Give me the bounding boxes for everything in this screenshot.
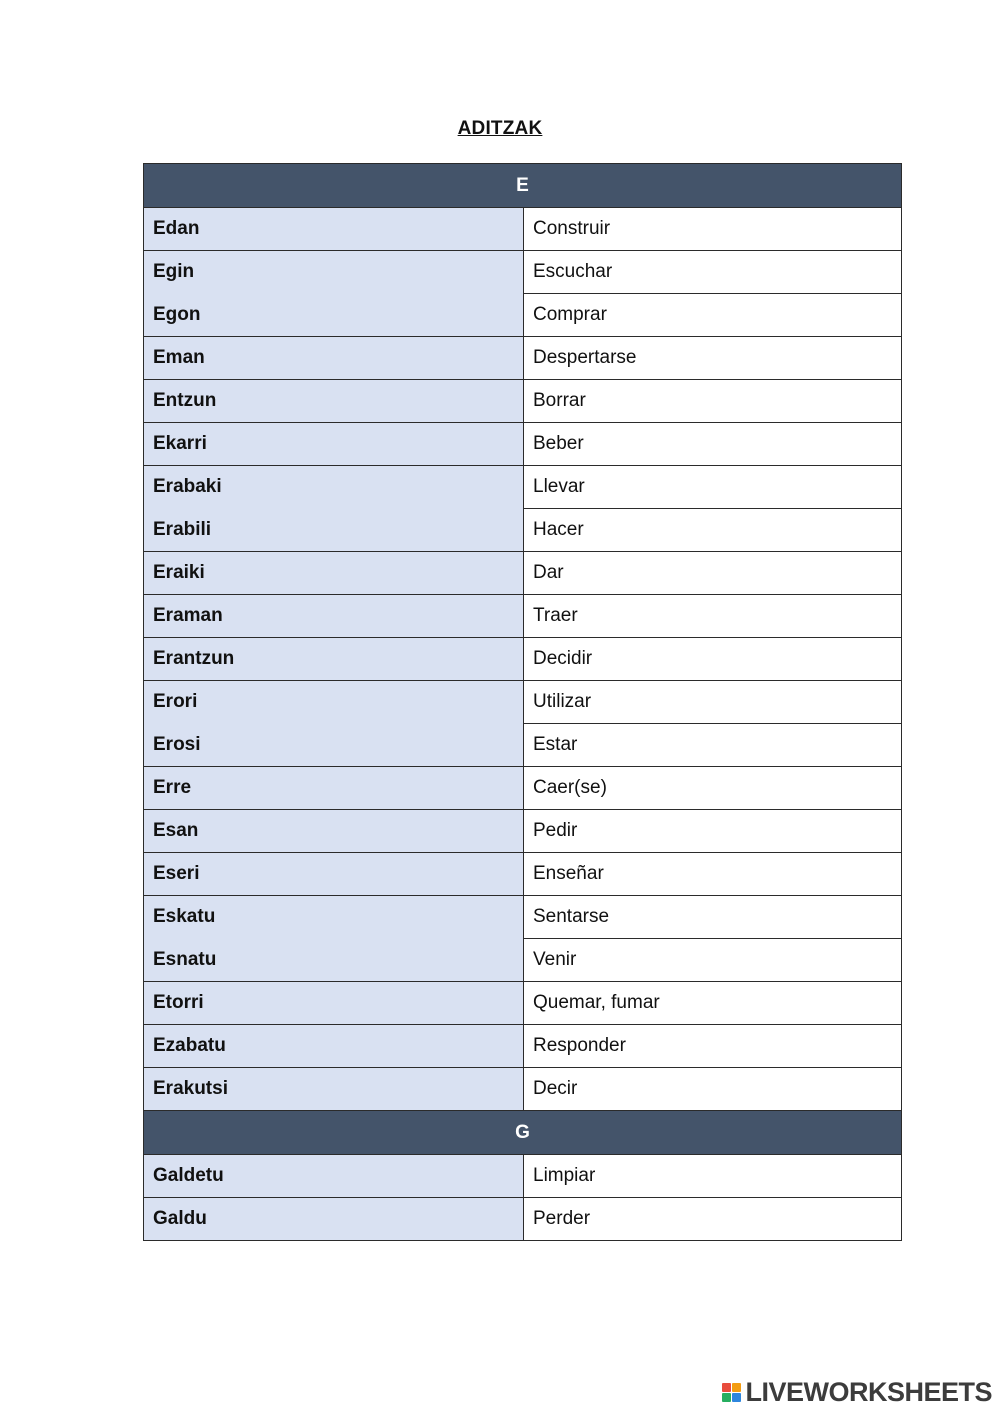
basque-verb-cell: Erre [144,767,524,810]
spanish-translation-cell: Enseñar [524,853,902,896]
table-row [144,423,902,466]
spanish-translation-cell: Traer [524,595,902,638]
basque-verb-cell: Eskatu [144,896,524,939]
basque-verb-cell: Erosi [144,724,524,767]
basque-verb-cell: Eraiki [144,552,524,595]
spanish-translation-cell: Hacer [524,509,902,552]
table-row [144,853,902,896]
basque-verb-cell: Erori [144,681,524,724]
spanish-translation-cell: Caer(se) [524,767,902,810]
spanish-translation-cell: Perder [524,1198,902,1241]
spanish-translation-cell: Pedir [524,810,902,853]
table-row [144,724,902,767]
logo-icon [722,1383,741,1402]
spanish-translation-cell: Sentarse [524,896,902,939]
section-letter: G [144,1111,902,1155]
spanish-translation-cell: Decidir [524,638,902,681]
table-row [144,939,902,982]
table-row [144,466,902,509]
basque-verb-cell: Eraman [144,595,524,638]
logo-square-orange [732,1383,741,1392]
spanish-translation-cell: Quemar, fumar [524,982,902,1025]
basque-verb-cell: Erantzun [144,638,524,681]
table-row [144,1198,902,1241]
table-row [144,337,902,380]
vocabulary-table [143,163,902,1241]
basque-verb-cell: Galdu [144,1198,524,1241]
table-row [144,1068,902,1111]
spanish-translation-cell: Venir [524,939,902,982]
spanish-translation-cell: Beber [524,423,902,466]
spanish-translation-cell: Utilizar [524,681,902,724]
spanish-translation-cell: Responder [524,1025,902,1068]
vocabulary-table-body [144,164,902,1241]
table-row [144,681,902,724]
section-header-row [144,1111,902,1155]
spanish-translation-cell: Dar [524,552,902,595]
table-row [144,294,902,337]
basque-verb-cell: Egon [144,294,524,337]
basque-verb-cell: Esnatu [144,939,524,982]
basque-verb-cell: Egin [144,251,524,294]
basque-verb-cell: Esan [144,810,524,853]
spanish-translation-cell: Comprar [524,294,902,337]
section-header-row [144,164,902,208]
basque-verb-cell: Edan [144,208,524,251]
table-row [144,251,902,294]
table-row [144,380,902,423]
table-row [144,1155,902,1198]
table-row [144,810,902,853]
logo-square-red [722,1383,731,1392]
basque-verb-cell: Erakutsi [144,1068,524,1111]
table-row [144,982,902,1025]
table-row [144,552,902,595]
spanish-translation-cell: Despertarse [524,337,902,380]
table-row [144,595,902,638]
basque-verb-cell: Galdetu [144,1155,524,1198]
spanish-translation-cell: Escuchar [524,251,902,294]
basque-verb-cell: Ekarri [144,423,524,466]
spanish-translation-cell: Decir [524,1068,902,1111]
basque-verb-cell: Erabili [144,509,524,552]
section-letter: E [144,164,902,208]
logo-text: LIVEWORKSHEETS [745,1376,992,1407]
page-title: ADITZAK [457,118,543,139]
table-row [144,208,902,251]
spanish-translation-cell: Estar [524,724,902,767]
logo-square-green [722,1393,731,1402]
table-row [144,767,902,810]
spanish-translation-cell: Llevar [524,466,902,509]
logo-square-blue [732,1393,741,1402]
table-row [144,509,902,552]
spanish-translation-cell: Borrar [524,380,902,423]
basque-verb-cell: Eman [144,337,524,380]
basque-verb-cell: Eseri [144,853,524,896]
table-row [144,1025,902,1068]
liveworksheets-logo [722,1377,992,1407]
table-row [144,896,902,939]
spanish-translation-cell: Construir [524,208,902,251]
basque-verb-cell: Ezabatu [144,1025,524,1068]
basque-verb-cell: Entzun [144,380,524,423]
spanish-translation-cell: Limpiar [524,1155,902,1198]
table-row [144,638,902,681]
basque-verb-cell: Erabaki [144,466,524,509]
basque-verb-cell: Etorri [144,982,524,1025]
